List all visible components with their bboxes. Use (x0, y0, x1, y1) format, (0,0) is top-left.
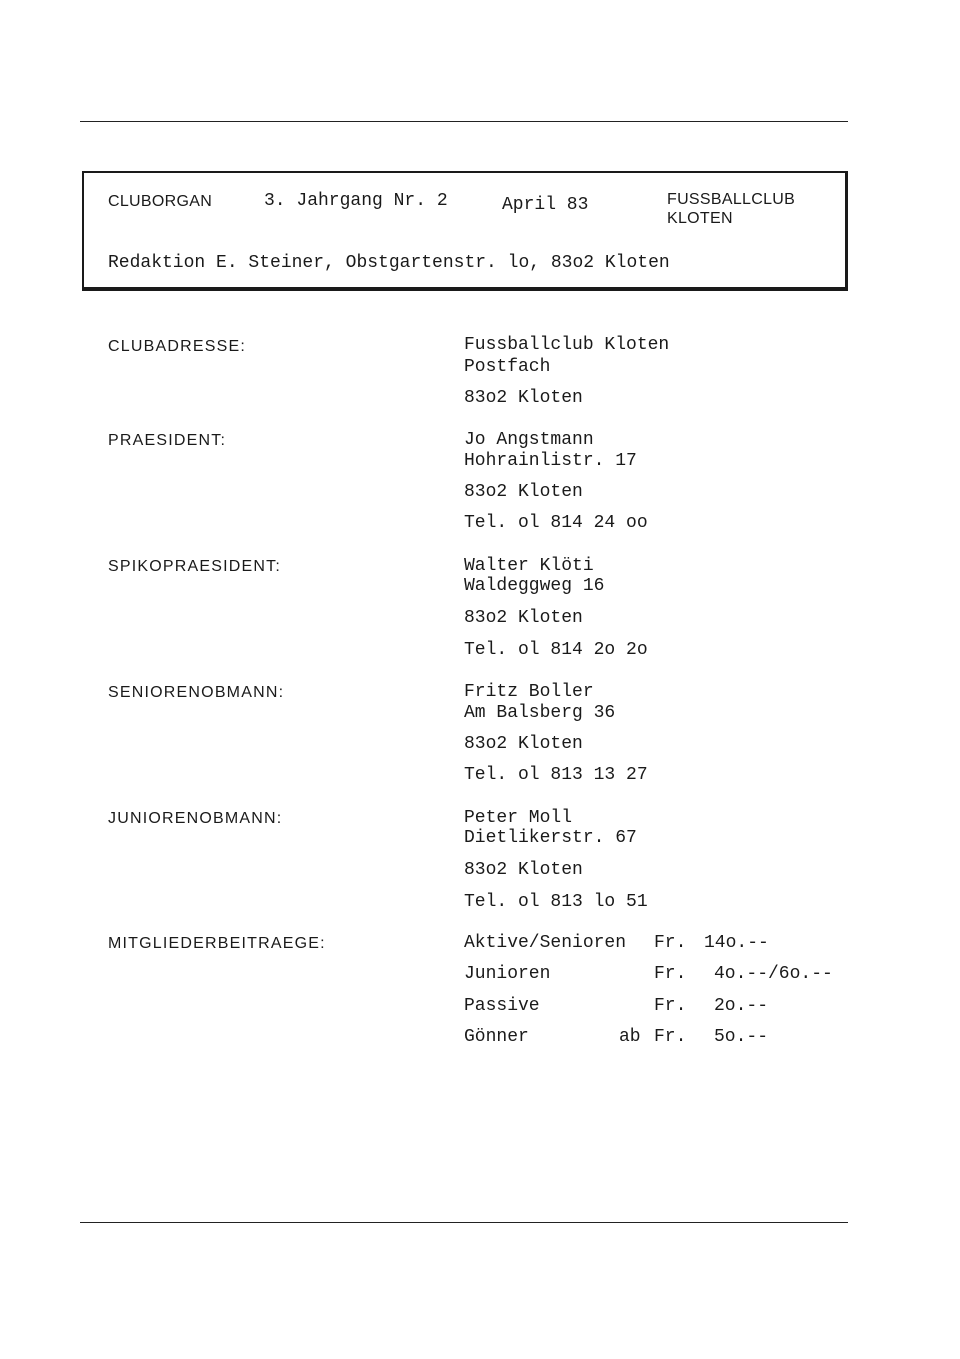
club-name-line1: FUSSBALLCLUB (667, 191, 796, 208)
label-clubadresse: CLUBADRESSE: (108, 338, 246, 355)
fee-name: Junioren (464, 964, 551, 984)
praesident-line-1: Jo Angstmann (464, 430, 594, 450)
spikopraesident-line-1: Walter Klöti (464, 556, 594, 576)
fee-currency: Fr. (654, 1027, 687, 1047)
label-mitgliederbeitraege: MITGLIEDERBEITRAEGE: (108, 935, 326, 952)
fee-amount: 2o.-- (714, 996, 769, 1016)
praesident-line-2: Hohrainlistr. 17 (464, 451, 637, 471)
label-spikopraesident: SPIKOPRAESIDENT: (108, 558, 282, 575)
fee-currency: Fr. (654, 996, 687, 1016)
editor-line: Redaktion E. Steiner, Obstgartenstr. lo, 83o2 Kloten (108, 253, 670, 273)
issue-number: 3. Jahrgang Nr. 2 (264, 191, 448, 211)
fee-currency: Fr. (654, 933, 687, 953)
praesident-line-3: 83o2 Kloten (464, 482, 583, 502)
masthead-box (82, 171, 848, 291)
club-name (667, 190, 795, 228)
seniorenobmann-line-1: Fritz Boller (464, 682, 594, 702)
spikopraesident-phone: Tel. ol 814 2o 2o (464, 640, 648, 660)
seniorenobmann-line-3: 83o2 Kloten (464, 734, 583, 754)
top-rule (80, 121, 848, 122)
juniorenobmann-line-3: 83o2 Kloten (464, 860, 583, 880)
clubadresse-line-2: Postfach (464, 357, 551, 377)
juniorenobmann-line-2: Dietlikerstr. 67 (464, 828, 637, 848)
issue-date: April 83 (502, 195, 589, 215)
bottom-rule (80, 1222, 848, 1223)
fee-prefix: ab (619, 1027, 641, 1047)
praesident-phone: Tel. ol 814 24 oo (464, 513, 648, 533)
label-praesident: PRAESIDENT: (108, 432, 227, 449)
organ-title: CLUBORGAN (108, 193, 213, 210)
fee-name: Passive (464, 996, 540, 1016)
fee-name: Gönner (464, 1027, 529, 1047)
seniorenobmann-line-2: Am Balsberg 36 (464, 703, 616, 723)
juniorenobmann-line-1: Peter Moll (464, 808, 573, 828)
seniorenobmann-phone: Tel. ol 813 13 27 (464, 765, 648, 785)
fee-currency: Fr. (654, 964, 687, 984)
juniorenobmann-phone: Tel. ol 813 lo 51 (464, 892, 648, 912)
clubadresse-line-3: 83o2 Kloten (464, 388, 583, 408)
spikopraesident-line-3: 83o2 Kloten (464, 608, 583, 628)
clubadresse-line-1: Fussballclub Kloten (464, 335, 670, 355)
fee-amount: 14o.-- (704, 933, 769, 953)
fee-name: Aktive/Senioren (464, 933, 627, 953)
club-name-line2: KLOTEN (667, 210, 733, 227)
fee-amount: 4o.--/6o.-- (714, 964, 833, 984)
spikopraesident-line-2: Waldeggweg 16 (464, 576, 605, 596)
label-juniorenobmann: JUNIORENOBMANN: (108, 810, 283, 827)
fee-amount: 5o.-- (714, 1027, 769, 1047)
label-seniorenobmann: SENIORENOBMANN: (108, 684, 285, 701)
